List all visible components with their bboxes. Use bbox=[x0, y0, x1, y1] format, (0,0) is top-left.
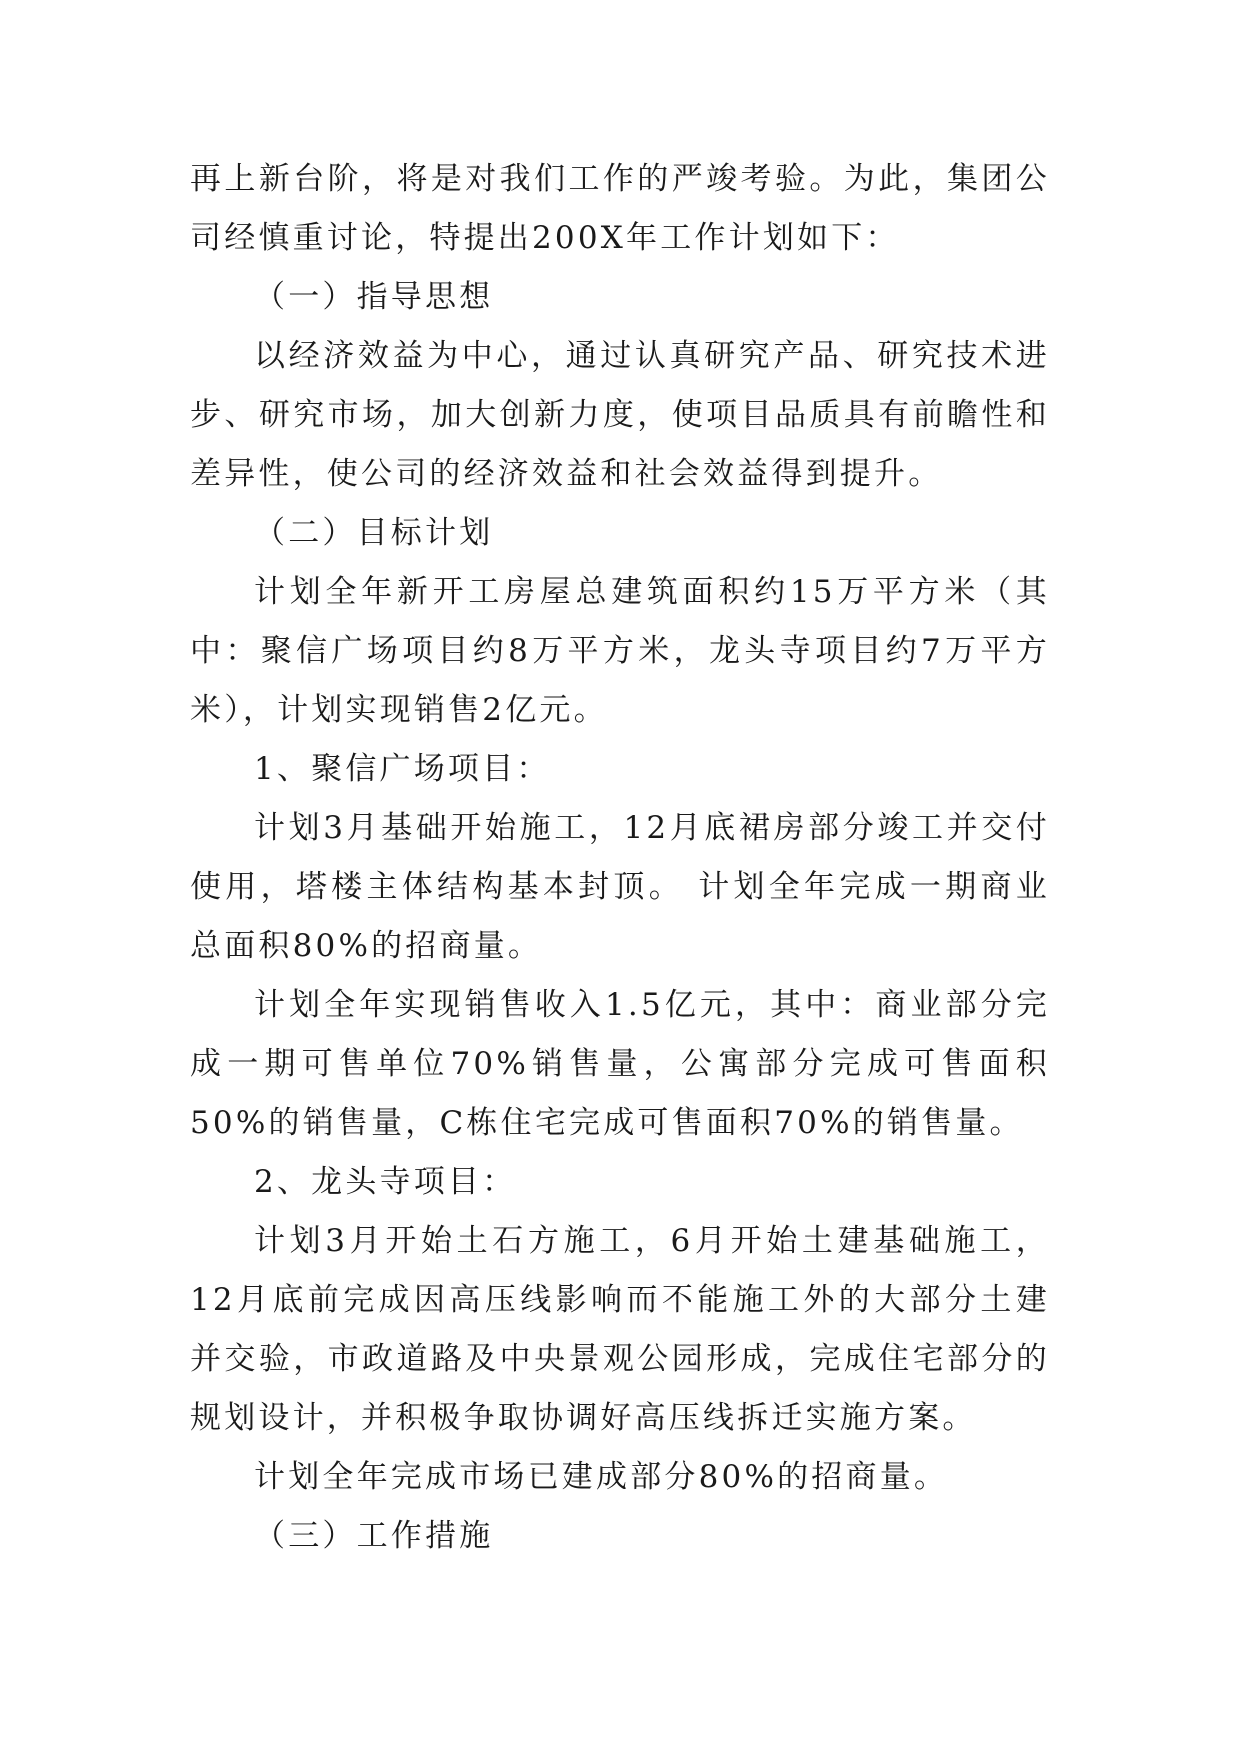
paragraph-longtousi-construction: 计划3月开始土石方施工，6月开始土建基础施工，12月底前完成因高压线影响而不能施工外的大部分土建并交验，市政道路及中央景观公园形成，完成住宅部分的规划设计，并积极争取协调好高压线拆迁实施方案。 bbox=[190, 1223, 1050, 1436]
paragraph-target-plan: 计划全年新开工房屋总建筑面积约15万平方米（其中：聚信广场项目约8万平方米，龙头寺项目约7万平方米），计划实现销售2亿元。 bbox=[190, 574, 1050, 728]
subheading-juxin-plaza: 1、聚信广场项目： bbox=[254, 751, 551, 787]
subheading-longtousi: 2、龙头寺项目： bbox=[254, 1164, 517, 1200]
paragraph-guiding-ideology: 以经济效益为中心，通过认真研究产品、研究技术进步、研究市场，加大创新力度，使项目品质具有前瞻性和差异性，使公司的经济效益和社会效益得到提升。 bbox=[190, 338, 1050, 492]
paragraph-juxin-construction: 计划3月基础开始施工，12月底裙房部分竣工并交付使用，塔楼主体结构基本封顶。 计划全年完成一期商业总面积80%的招商量。 bbox=[190, 810, 1050, 964]
section-heading-target-plan: （二）目标计划 bbox=[254, 515, 494, 551]
document-body bbox=[190, 150, 1050, 1566]
paragraph-intro: 再上新台阶，将是对我们工作的严竣考验。为此，集团公司经慎重讨论，特提出200X年工作计划如下： bbox=[190, 161, 1050, 256]
paragraph-juxin-sales: 计划全年实现销售收入1.5亿元，其中：商业部分完成一期可售单位70%销售量，公寓部分完成可售面积50%的销售量，C栋住宅完成可售面积70%的销售量。 bbox=[190, 987, 1050, 1141]
paragraph-longtousi-leasing: 计划全年完成市场已建成部分80%的招商量。 bbox=[254, 1459, 949, 1495]
section-heading-work-measures: （三）工作措施 bbox=[254, 1518, 494, 1554]
section-heading-guiding-ideology: （一）指导思想 bbox=[254, 279, 494, 315]
